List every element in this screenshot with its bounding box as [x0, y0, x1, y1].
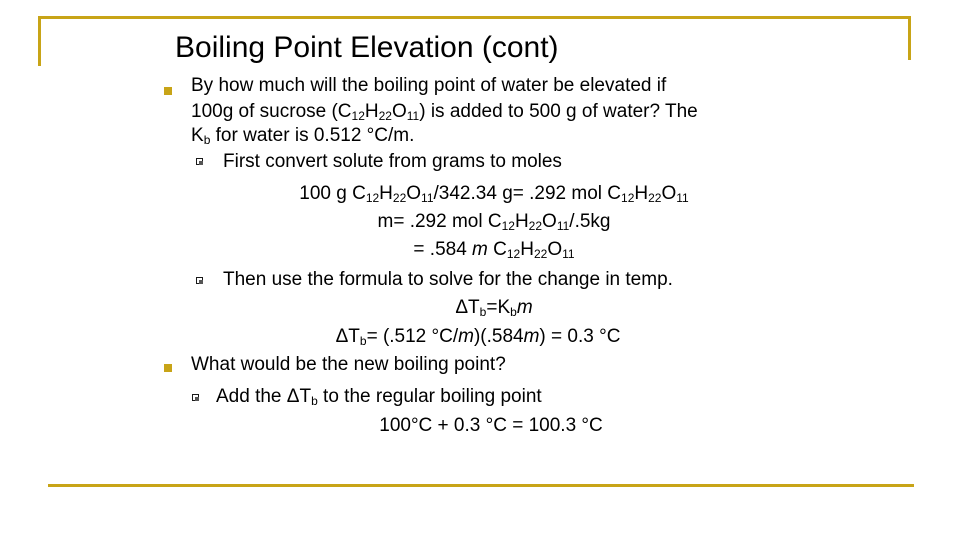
- slide-title: Boiling Point Elevation (cont): [175, 31, 559, 64]
- question-2: What would be the new boiling point?: [191, 354, 506, 375]
- question-line-1: By how much will the boiling point of water be elevated if: [191, 75, 667, 96]
- step1-label: First convert solute from grams to moles: [223, 151, 562, 172]
- step2-label: Then use the formula to solve for the change in temp.: [223, 269, 673, 290]
- checkbox-bullet-icon: [196, 158, 203, 165]
- checkbox-bullet-icon: [196, 277, 203, 284]
- left-border-line: [38, 16, 41, 66]
- bullet-icon: [164, 87, 172, 95]
- question-line-2: 100g of sucrose $(C_{12}H_{22}O_{11})$ is added to 500 g of water? The: [191, 101, 698, 123]
- checkbox-bullet-icon: [192, 394, 199, 401]
- question-line-3: $K_b$ for water is 0.512 °C/m.: [191, 125, 415, 147]
- top-border-line: [38, 16, 911, 19]
- right-border-line: [908, 16, 911, 60]
- bullet-icon: [164, 364, 172, 372]
- bottom-border-line: [48, 484, 914, 487]
- step3-label: Add the $\Delta T_b$ to the regular boiling point: [216, 386, 542, 408]
